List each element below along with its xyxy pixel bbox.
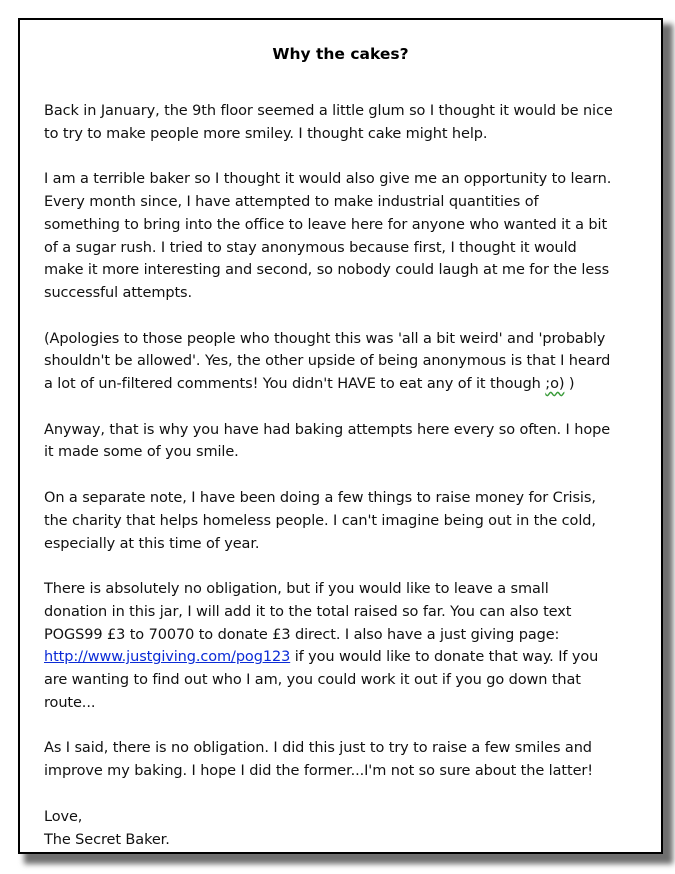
text-line: Every month since, I have attempted to make industrial quantities of [44,194,539,211]
paragraph-intro [44,100,646,145]
text-line: the charity that helps homeless people. I can't imagine being out in the cold, [44,512,596,529]
text-line [44,373,646,396]
text-line: route... [44,694,96,711]
text-line: (Apologies to those people who thought this was 'all a bit weird' and 'probably [44,330,606,347]
text-line: of a sugar rush. I tried to stay anonymous because first, I thought it would [44,239,577,256]
justgiving-link[interactable]: http://www.justgiving.com/pog123 [44,649,291,666]
signoff-greeting: Love, [44,808,83,825]
text-line: especially at this time of year. [44,535,260,552]
document-body [44,100,646,874]
text-line: something to bring into the office to leave here for anyone who wanted it a bit [44,216,608,233]
winking-emoticon: ;o) [545,376,565,393]
text-line: Back in January, the 9th floor seemed a little glum so I thought it would be nice [44,103,613,119]
paragraph-crisis [44,487,646,555]
text-line: successful attempts. [44,284,193,301]
paragraph-apologies [44,328,646,396]
document-title: Why the cakes? [272,45,409,63]
text-line: As I said, there is no obligation. I did this just to try to raise a few smiles and [44,740,592,757]
text-line [44,646,646,669]
text-line: On a separate note, I have been doing a few things to raise money for Crisis, [44,490,596,507]
document-page [18,18,663,854]
paragraph-anyway [44,419,646,464]
text-line: donation in this jar, I will add it to the total raised so far. You can also text [44,603,572,620]
text-segment: if you would like to donate that way. If you [290,649,599,666]
text-segment: a lot of un-filtered comments! You didn't HAVE to eat any of it though [44,376,546,393]
text-line: make it more interesting and second, so nobody could laugh at me for the less [44,262,610,279]
paragraph-donation [44,578,646,714]
text-line: to try to make people more smiley. I thought cake might help. [44,125,488,142]
paragraph-closing [44,737,646,782]
text-line: improve my baking. I hope I did the former...I'm not so sure about the latter! [44,763,593,780]
text-line: Anyway, that is why you have had baking attempts here every so often. I hope [44,421,611,438]
text-line: are wanting to find out who I am, you could work it out if you go down that [44,672,581,689]
text-segment: ) [564,376,575,393]
text-line: I am a terrible baker so I thought it would also give me an opportunity to learn. [44,171,612,188]
signoff-name: The Secret Baker. [44,831,170,848]
paragraph-baker [44,168,646,304]
signoff [44,806,646,851]
text-line: shouldn't be allowed'. Yes, the other upside of being anonymous is that I heard [44,353,611,370]
text-line: it made some of you smile. [44,444,239,461]
text-line: POGS99 £3 to 70070 to donate £3 direct. I also have a just giving page: [44,626,560,643]
text-line: There is absolutely no obligation, but if you would like to leave a small [44,581,549,598]
